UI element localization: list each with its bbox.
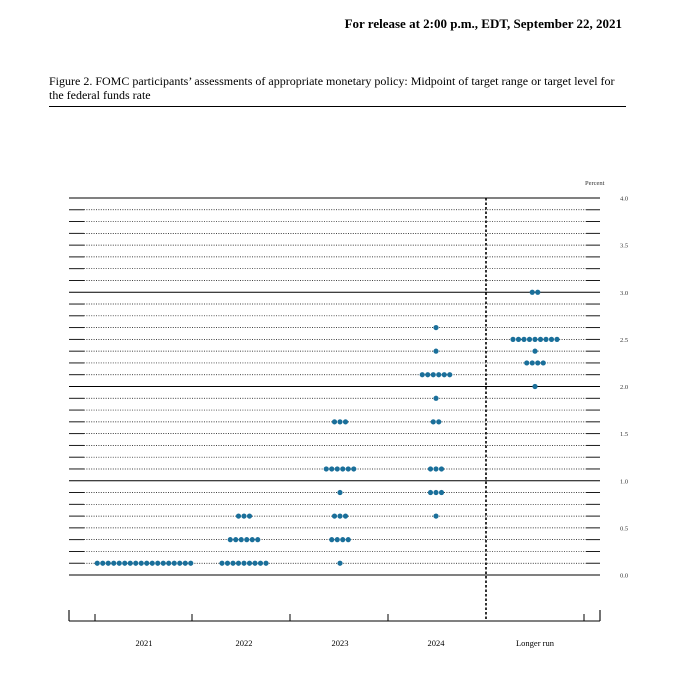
x-tick-label: Longer run xyxy=(515,638,555,648)
participant-dot xyxy=(439,490,444,495)
participant-dot xyxy=(172,561,177,566)
participant-dot xyxy=(343,419,348,424)
participant-dot xyxy=(428,490,433,495)
participant-dot xyxy=(332,513,337,518)
y-tick-label: 1.5 xyxy=(620,431,629,439)
participant-dot xyxy=(252,561,257,566)
participant-dot xyxy=(100,561,105,566)
participant-dot xyxy=(106,561,111,566)
participant-dot xyxy=(150,561,155,566)
participant-dot xyxy=(532,337,537,342)
participant-dot xyxy=(527,337,532,342)
participant-dot xyxy=(230,561,235,566)
participant-dot xyxy=(332,419,337,424)
participant-dot xyxy=(532,349,537,354)
participant-dot xyxy=(340,537,345,542)
participant-dot xyxy=(541,360,546,365)
participant-dot xyxy=(433,513,438,518)
x-tick-label: 2024 xyxy=(427,638,445,648)
participant-dot xyxy=(239,537,244,542)
participant-dot xyxy=(236,513,241,518)
participant-dot xyxy=(433,396,438,401)
participant-dot xyxy=(111,561,116,566)
participant-dot xyxy=(247,513,252,518)
participant-dot xyxy=(144,561,149,566)
x-tick-label: 2021 xyxy=(135,638,153,648)
participant-dot xyxy=(431,419,436,424)
participant-dot xyxy=(324,466,329,471)
participant-dot xyxy=(530,290,535,295)
participant-dot xyxy=(244,537,249,542)
participant-dot xyxy=(439,466,444,471)
y-tick-label: 3.5 xyxy=(620,242,629,250)
participant-dot xyxy=(516,337,521,342)
x-tick-label: 2022 xyxy=(235,638,253,648)
participant-dot xyxy=(524,360,529,365)
participant-dot xyxy=(433,466,438,471)
participant-dot xyxy=(543,337,548,342)
release-notice: For release at 2:00 p.m., EDT, September 22, 2021 xyxy=(344,16,622,31)
y-tick-label: 0.0 xyxy=(620,572,629,580)
participant-dot xyxy=(346,537,351,542)
participant-dot xyxy=(236,561,241,566)
participant-dot xyxy=(258,561,263,566)
participant-dot xyxy=(139,561,144,566)
participant-dot xyxy=(188,561,193,566)
participant-dot xyxy=(95,561,100,566)
participant-dot xyxy=(436,419,441,424)
participant-dot xyxy=(241,561,246,566)
participant-dot xyxy=(225,561,230,566)
y-tick-label: 2.0 xyxy=(620,384,629,391)
participant-dot xyxy=(425,372,430,377)
participant-dot xyxy=(255,537,260,542)
x-tick-label: 2023 xyxy=(331,638,349,648)
participant-dot xyxy=(263,561,268,566)
participant-dot xyxy=(431,372,436,377)
participant-dot xyxy=(436,372,441,377)
y-axis-label: Percent xyxy=(585,180,605,187)
participant-dot xyxy=(166,561,171,566)
participant-dot xyxy=(351,466,356,471)
participant-dot xyxy=(442,372,447,377)
participant-dot xyxy=(549,337,554,342)
y-tick-label: 1.0 xyxy=(620,478,629,486)
participant-dot xyxy=(335,466,340,471)
participant-dot xyxy=(428,466,433,471)
participant-dot xyxy=(433,490,438,495)
participant-dot xyxy=(337,513,342,518)
y-tick-label: 3.0 xyxy=(620,289,629,297)
participant-dot xyxy=(346,466,351,471)
figure-caption: Figure 2. FOMC participants’ assessments of appropriate monetary policy: Midpoint of target range or target level for the federal funds rate xyxy=(49,74,615,102)
participant-dot xyxy=(510,337,515,342)
participant-dot xyxy=(133,561,138,566)
participant-dot xyxy=(433,349,438,354)
participant-dot xyxy=(337,419,342,424)
participant-dot xyxy=(183,561,188,566)
participant-dot xyxy=(117,561,122,566)
participant-dot xyxy=(233,537,238,542)
participant-dot xyxy=(122,561,127,566)
participant-dot xyxy=(530,360,535,365)
participant-dot xyxy=(241,513,246,518)
participant-dot xyxy=(535,360,540,365)
participant-dot xyxy=(521,337,526,342)
participant-dot xyxy=(250,537,255,542)
axes xyxy=(69,198,600,621)
participant-dot xyxy=(420,372,425,377)
participant-dot xyxy=(329,537,334,542)
participant-dot xyxy=(447,372,452,377)
participant-dot xyxy=(532,384,537,389)
participant-dot xyxy=(337,561,342,566)
participant-dot xyxy=(554,337,559,342)
labels xyxy=(136,180,629,648)
y-tick-label: 4.0 xyxy=(620,195,629,203)
participant-dot xyxy=(340,466,345,471)
participant-dot xyxy=(219,561,224,566)
participant-dot xyxy=(343,513,348,518)
participant-dot xyxy=(228,537,233,542)
participant-dot xyxy=(335,537,340,542)
participant-dot xyxy=(329,466,334,471)
dots xyxy=(95,290,560,566)
participant-dot xyxy=(177,561,182,566)
participant-dot xyxy=(337,490,342,495)
participant-dot xyxy=(128,561,133,566)
participant-dot xyxy=(247,561,252,566)
participant-dot xyxy=(433,325,438,330)
y-tick-label: 2.5 xyxy=(620,336,629,344)
participant-dot xyxy=(155,561,160,566)
y-tick-label: 0.5 xyxy=(620,525,629,533)
participant-dot xyxy=(535,290,540,295)
participant-dot xyxy=(161,561,166,566)
participant-dot xyxy=(538,337,543,342)
